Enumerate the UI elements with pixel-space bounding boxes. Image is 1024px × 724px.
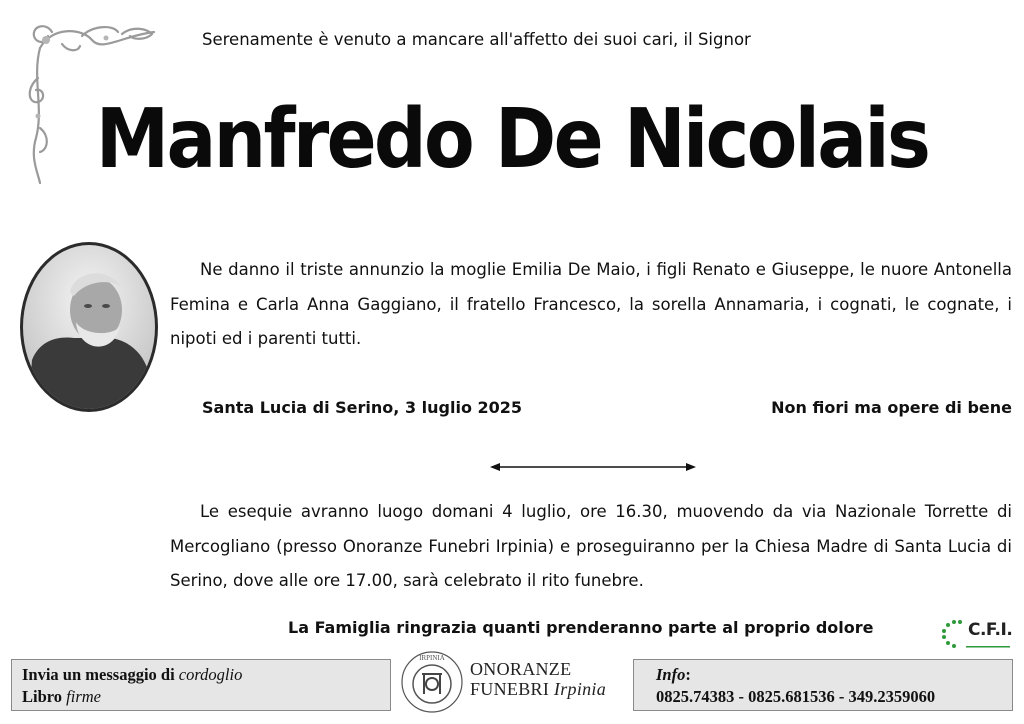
info-label: Info [656, 665, 686, 684]
funeral-info-paragraph [170, 495, 1012, 599]
funeral-home-seal-icon [400, 650, 464, 714]
double-arrow-divider-icon [488, 460, 698, 474]
info-phones[interactable] [656, 686, 990, 708]
condolence-italic: cordoglio [178, 665, 243, 684]
info-box [633, 659, 1013, 711]
funeral-home-line2-italic: Irpinia [553, 679, 607, 699]
funeral-home-line2 [470, 679, 606, 699]
funeral-info-text: Le esequie avranno luogo domani 4 luglio, ore 16.30, muovendo da via Nazionale Torrette di Mercogliano (presso Onoranze Funebri Irpinia) e proseguiranno per la Chiesa Madre di Santa Lucia di Serino, dove alle ore 17.00, sarà celebrato il rito funebre. [170, 502, 1012, 590]
condolence-label: Invia un messaggio di [22, 665, 179, 684]
deceased-name: Manfredo De Nicolais [95, 92, 929, 187]
place-date: Santa Lucia di Serino, 3 luglio 2025 [202, 398, 523, 417]
funeral-home-line1: ONORANZE [470, 659, 572, 679]
guestbook-link[interactable] [22, 686, 380, 708]
family-thanks: La Famiglia ringrazia quanti prenderanno parte al proprio dolore [288, 618, 874, 637]
info-label-row: Info: [656, 665, 691, 684]
guestbook-label: Libro [22, 687, 67, 706]
seal-text: IRPINIA [419, 654, 445, 662]
cfi-logo-text: C.F.I. [968, 620, 1013, 640]
announcement-paragraph [170, 253, 1012, 357]
condolence-box[interactable] [11, 659, 391, 711]
announcement-text: Ne danno il triste annunzio la moglie Emilia De Maio, i figli Renato e Giuseppe, le nuore Antonella Femina e Carla Anna Gaggiano, il fratello Francesco, la sorella Annamaria, i cognati, le cognate, i nipoti ed i parenti tutti. [170, 260, 1012, 348]
no-flowers-note: Non fiori ma opere di bene [771, 398, 1012, 417]
intro-text: Serenamente è venuto a mancare all'affetto dei suoi cari, il Signor [202, 30, 751, 49]
phones-text: 0825.74383 - 0825.681536 - 349.2359060 [656, 687, 936, 706]
condolence-link[interactable] [22, 664, 380, 686]
funeral-home-line2-prefix: FUNEBRI [470, 679, 554, 699]
guestbook-italic: firme [66, 687, 102, 706]
funeral-home-name [470, 659, 606, 699]
portrait-photo [18, 240, 160, 414]
